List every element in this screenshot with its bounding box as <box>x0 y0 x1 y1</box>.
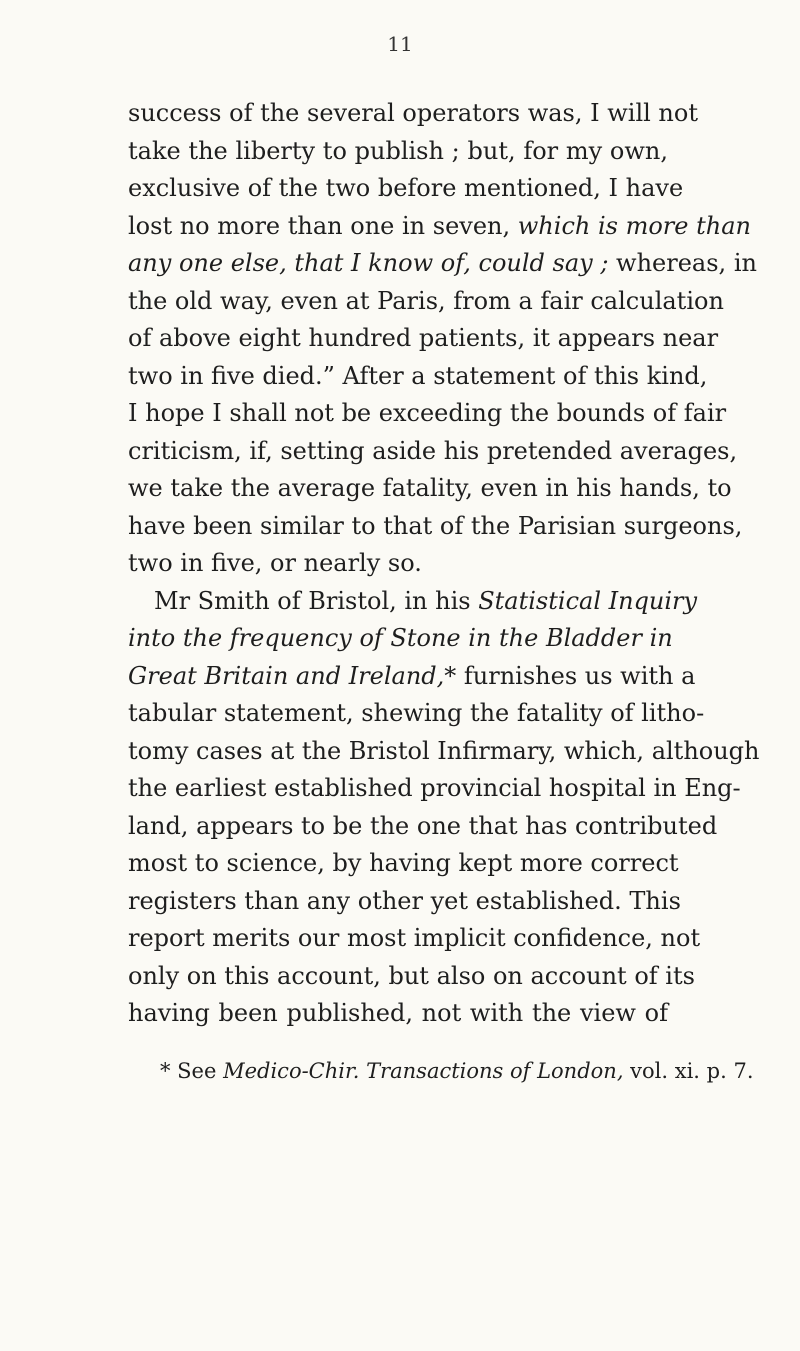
text-run: the old way, even at Paris, from a fair calculation <box>128 286 724 315</box>
text-run: registers than any other yet established. This <box>128 886 681 915</box>
text-run: of above eight hundred patients, it appears near <box>128 324 719 352</box>
italic-run: Great Britain and Ireland, <box>128 661 445 690</box>
text-line <box>128 470 732 508</box>
text-run: two in five, or nearly so. <box>128 549 422 577</box>
text-line <box>128 208 751 246</box>
text-run: two in five died.” After a statement of this kind, <box>128 361 708 390</box>
text-line <box>128 920 701 958</box>
text-run: I hope I shall not be exceeding the bounds of fair <box>128 399 727 427</box>
text-run: tomy cases at the Bristol Infirmary, which, although <box>128 736 760 765</box>
text-run: the earliest established provincial hospital in Eng- <box>128 774 741 802</box>
text-line <box>128 695 705 733</box>
page-number: 11 <box>387 32 413 56</box>
text-run: lost no more than one in seven, <box>128 211 518 240</box>
text-run: * furnishes us with a <box>444 661 696 690</box>
text-run: take the liberty to publish ; but, for my own, <box>128 136 668 165</box>
text-run: criticism, if, setting aside his pretended averages, <box>128 436 738 465</box>
text-line <box>128 733 760 771</box>
text-run: vol. xi. p. 7. <box>623 1059 754 1083</box>
text-line <box>128 320 719 358</box>
text-line <box>128 245 757 283</box>
text-line <box>128 170 684 208</box>
text-line <box>128 583 698 621</box>
text-run: tabular statement, shewing the fatality of litho- <box>128 699 705 727</box>
text-run: only on this account, but also on account of its <box>128 961 695 990</box>
italic-run: into the frequency of Stone in the Bladder in <box>128 624 673 652</box>
text-line <box>128 620 673 658</box>
text-line <box>128 883 681 921</box>
text-line <box>128 508 743 546</box>
text-run: Mr Smith of Bristol, in his <box>154 586 479 615</box>
text-line <box>128 395 727 433</box>
text-line <box>128 658 696 696</box>
text-line <box>128 808 718 846</box>
italic-run: Statistical Inquiry <box>478 586 698 615</box>
text-run: report merits our most implicit confidence, not <box>128 924 701 952</box>
footnote <box>160 1056 760 1086</box>
text-run: we take the average fatality, even in his hands, to <box>128 474 732 502</box>
text-line <box>128 958 695 996</box>
text-line <box>128 283 724 321</box>
text-line <box>128 358 708 396</box>
italic-run: any one else, that I know of, could say ; <box>128 249 609 277</box>
text-line <box>128 845 679 883</box>
text-run: success of the several operators was, I will not <box>128 99 698 127</box>
italic-run: which is more than <box>517 211 751 240</box>
text-line <box>128 545 668 583</box>
text-line <box>128 770 741 808</box>
text-run: have been similar to that of the Parisian surgeons, <box>128 511 743 540</box>
text-run: exclusive of the two before mentioned, I have <box>128 174 684 202</box>
text-run: most to science, by having kept more correct <box>128 849 679 877</box>
body-text <box>128 95 760 1033</box>
italic-run: Medico-Chir. Transactions of London, <box>223 1059 624 1083</box>
text-line <box>128 433 738 471</box>
text-line <box>128 995 668 1033</box>
text-line <box>128 95 698 133</box>
text-run: * See <box>160 1059 224 1083</box>
text-run: whereas, in <box>608 249 757 277</box>
text-line <box>128 133 668 171</box>
text-run: land, appears to be the one that has contributed <box>128 811 718 840</box>
text-run: having been published, not with the view of <box>128 999 668 1027</box>
